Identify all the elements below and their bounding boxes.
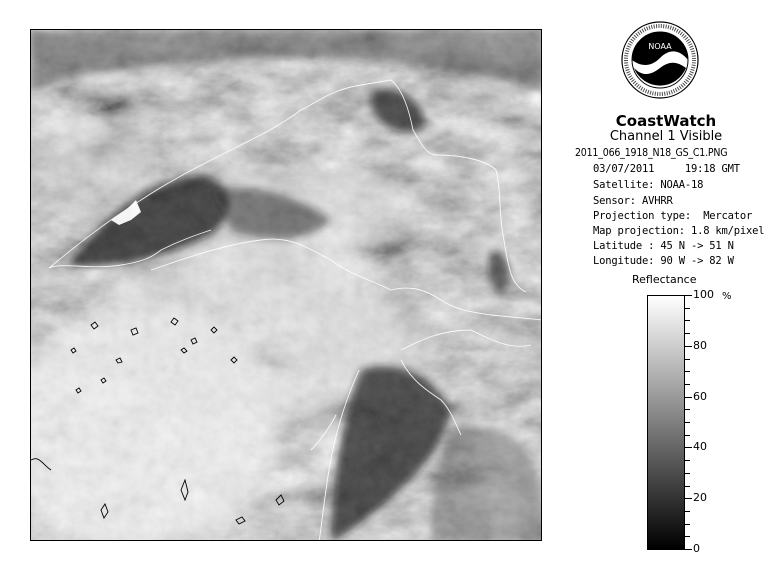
noaa-logo: [620, 18, 700, 108]
satellite-info: Satellite: NOAA-18: [593, 179, 704, 191]
speckle-overlay: [31, 30, 542, 541]
colorbar-tick: [684, 308, 690, 309]
channel-name: Channel 1 Visible: [609, 129, 723, 144]
logo-text: NOAA: [648, 42, 672, 51]
file-name: 2011_066_1918_N18_GS_C1.PNG: [575, 147, 728, 159]
colorbar-tick: [684, 333, 690, 334]
colorbar-tick: [684, 511, 690, 512]
date-time: 03/07/2011 19:18 GMT: [593, 163, 740, 175]
colorbar-tick-label: 100: [693, 288, 714, 301]
colorbar-label: Reflectance: [632, 273, 697, 286]
colorbar-tick: [684, 460, 690, 461]
projection-type: Projection type: Mercator: [593, 210, 753, 222]
colorbar-tick: [684, 371, 690, 372]
noaa-seal-icon: [620, 18, 700, 108]
latitude-range: Latitude : 45 N -> 51 N: [593, 240, 734, 252]
colorbar-tick: [684, 397, 692, 398]
colorbar-tick-label: 40: [693, 440, 707, 453]
longitude-range: Longitude: 90 W -> 82 W: [593, 255, 734, 267]
colorbar-tick: [684, 409, 690, 410]
colorbar-tick: [684, 384, 690, 385]
colorbar-tick-label: 80: [693, 339, 707, 352]
colorbar-tick: [684, 422, 690, 423]
colorbar-tick: [684, 447, 692, 448]
colorbar-tick-label: 60: [693, 390, 707, 403]
satellite-image: [30, 29, 542, 541]
colorbar-tick: [684, 498, 692, 499]
reflectance-colorbar: [647, 295, 685, 550]
colorbar-tick: [684, 346, 692, 347]
colorbar-tick: [684, 549, 692, 550]
colorbar-tick: [684, 295, 692, 296]
colorbar-unit: %: [722, 291, 732, 302]
colorbar-tick: [684, 486, 690, 487]
colorbar-tick: [684, 359, 690, 360]
colorbar-tick-label: 0: [693, 542, 700, 555]
sensor-info: Sensor: AVHRR: [593, 195, 673, 207]
colorbar-tick: [684, 435, 690, 436]
colorbar-tick: [684, 473, 690, 474]
product-title: CoastWatch: [615, 112, 717, 130]
colorbar-tick-label: 20: [693, 491, 707, 504]
colorbar-tick: [684, 320, 690, 321]
colorbar-tick: [684, 524, 690, 525]
satellite-image-svg: [31, 30, 542, 541]
colorbar-tick: [684, 536, 690, 537]
map-projection: Map projection: 1.8 km/pixel: [593, 225, 765, 237]
